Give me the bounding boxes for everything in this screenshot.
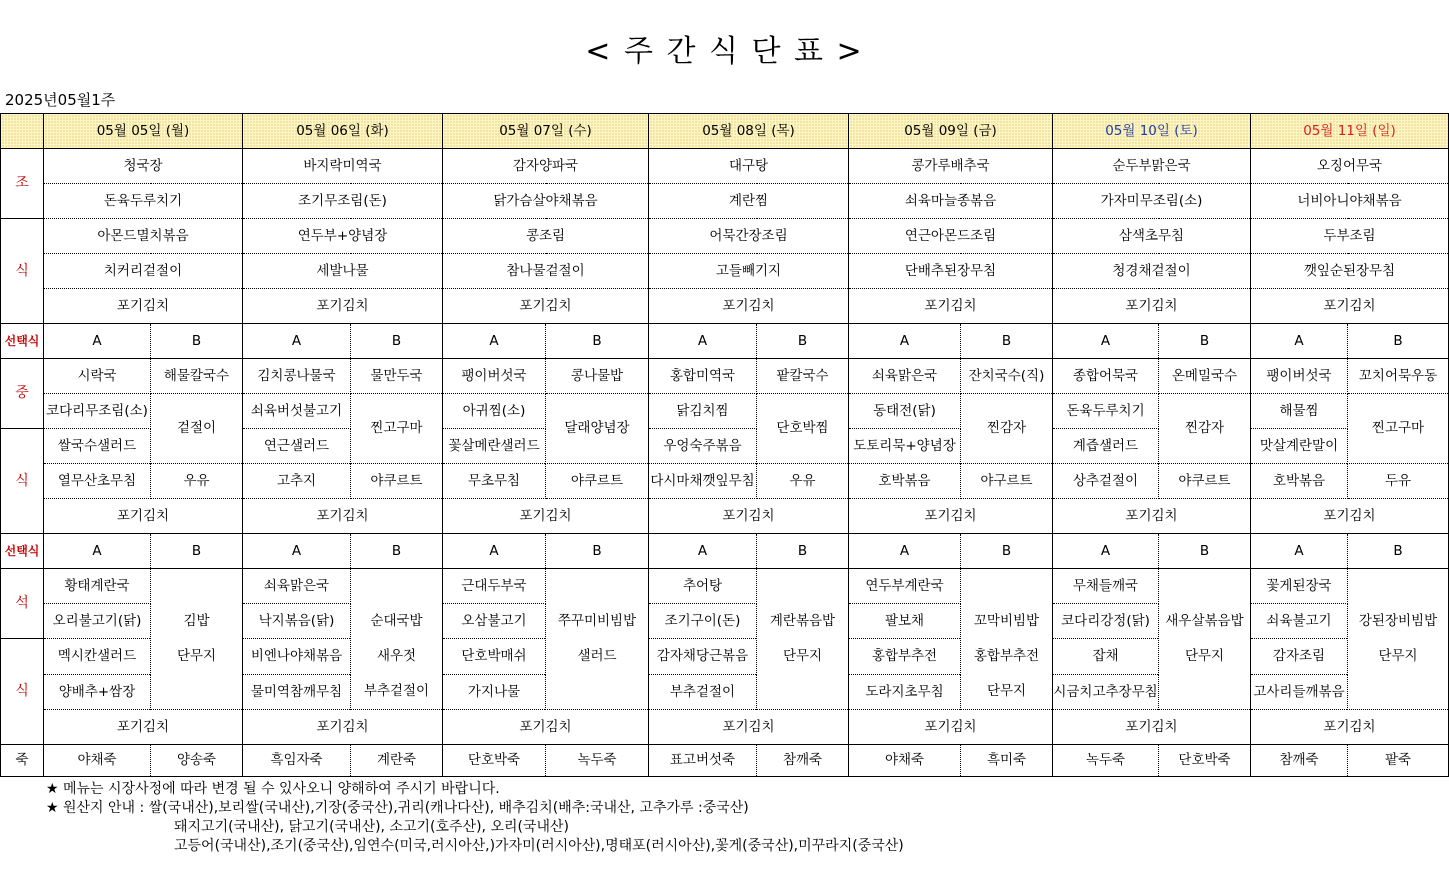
menu-cell: 코다리강정(닭) — [1053, 604, 1159, 639]
menu-cell-stack — [961, 569, 1053, 710]
select-label: 선택식 — [1, 534, 44, 569]
menu-cell: 단무지 — [176, 648, 217, 664]
breakfast-row — [1, 184, 1449, 219]
menu-cell: 아몬드멸치볶음 — [44, 219, 243, 254]
menu-cell: 감자채당근볶음 — [649, 639, 757, 675]
choice-b: B — [961, 324, 1053, 359]
menu-cell: 닭가슴살야채볶음 — [443, 184, 649, 219]
menu-cell: 너비아니야채볶음 — [1251, 184, 1449, 219]
menu-cell: 녹두죽 — [1053, 745, 1159, 777]
menu-cell: 야구르트 — [961, 464, 1053, 499]
menu-cell: 단호박매쉬 — [443, 639, 546, 675]
menu-cell: 흑임자죽 — [243, 745, 351, 777]
menu-cell: 시금치고추장무침 — [1053, 675, 1159, 710]
menu-cell: 오삼불고기 — [443, 604, 546, 639]
menu-cell: 감자조림 — [1251, 639, 1348, 675]
kimchi-cell: 포기김치 — [243, 499, 443, 534]
dinner-row — [1, 569, 1449, 604]
menu-cell: 세발나물 — [243, 254, 443, 289]
menu-cell: 팥칼국수 — [757, 359, 849, 394]
lunch-row — [1, 394, 1449, 429]
menu-cell-stack — [546, 569, 649, 710]
menu-cell: 열무산초무침 — [44, 464, 151, 499]
menu-cell-stack — [757, 569, 849, 710]
menu-cell: 쭈꾸미비빔밥 — [557, 613, 637, 629]
lunch-kimchi-row — [1, 499, 1449, 534]
choice-a: A — [649, 534, 757, 569]
menu-cell: 닭김치찜 — [649, 394, 757, 429]
kimchi-cell: 포기김치 — [649, 499, 849, 534]
origin-line: ★ 원산지 안내 : 쌀(국내산),보리쌀(국내산),기장(중국산),귀리(캐나다산), 배추김치(배추:국내산, 고추가루 :중국산) — [46, 800, 749, 816]
menu-cell: 도토리묵+양념장 — [849, 429, 961, 464]
menu-cell: 연두부계란국 — [849, 569, 961, 604]
page-title: < 주 간 식 단 표 > — [585, 34, 864, 69]
menu-cell: 홍합미역국 — [649, 359, 757, 394]
menu-cell: 김밥 — [183, 613, 210, 629]
choice-a: A — [1053, 324, 1159, 359]
menu-cell: 다시마채깻잎무침 — [649, 464, 757, 499]
choice-b: B — [1348, 534, 1449, 569]
menu-cell: 잔치국수(직) — [961, 359, 1053, 394]
choice-a: A — [443, 324, 546, 359]
menu-cell: 팽이버섯국 — [1251, 359, 1348, 394]
menu-cell: 종합어묵국 — [1053, 359, 1159, 394]
dinner-select-row — [1, 534, 1449, 569]
kimchi-cell: 포기김치 — [649, 710, 849, 745]
menu-cell: 쇠육맑은국 — [243, 569, 351, 604]
choice-b: B — [961, 534, 1053, 569]
kimchi-cell: 포기김치 — [1251, 710, 1449, 745]
breakfast-label: 식 — [1, 219, 44, 324]
week-label: 2025년05월1주 — [5, 91, 116, 109]
choice-a: A — [1251, 324, 1348, 359]
menu-cell: 순두부맑은국 — [1053, 149, 1251, 184]
day-header: 05월 09일 (금) — [849, 114, 1053, 149]
menu-cell: 두유 — [1348, 464, 1449, 499]
menu-cell: 쌀국수샐러드 — [44, 429, 151, 464]
lunch-label: 식 — [1, 429, 44, 534]
choice-b: B — [351, 534, 443, 569]
day-header: 05월 08일 (목) — [649, 114, 849, 149]
menu-cell: 해물찜 — [1251, 394, 1348, 429]
menu-cell: 야쿠르트 — [351, 464, 443, 499]
menu-cell: 치커리겉절이 — [44, 254, 243, 289]
kimchi-cell: 포기김치 — [849, 710, 1053, 745]
menu-cell: 낙지볶음(닭) — [243, 604, 351, 639]
menu-cell: 팽이버섯국 — [443, 359, 546, 394]
origin-line: 돼지고기(국내산), 닭고기(국내산), 소고기(호주산), 오리(국내산) — [174, 819, 569, 835]
menu-cell: 단무지 — [986, 683, 1027, 699]
menu-cell: 단무지 — [1378, 648, 1418, 664]
menu-cell: 흑미죽 — [961, 745, 1053, 777]
choice-b: B — [757, 324, 849, 359]
menu-cell: 황태계란국 — [44, 569, 151, 604]
kimchi-cell: 포기김치 — [849, 289, 1053, 324]
menu-cell: 야쿠르트 — [1159, 464, 1251, 499]
menu-cell: 온메밀국수 — [1159, 359, 1251, 394]
kimchi-cell: 포기김치 — [849, 499, 1053, 534]
choice-b: B — [1348, 324, 1449, 359]
menu-cell: 콩나물밥 — [546, 359, 649, 394]
choice-a: A — [443, 534, 546, 569]
menu-cell: 계즙샐러드 — [1053, 429, 1159, 464]
menu-cell: 우유 — [151, 464, 243, 499]
menu-cell: 아귀찜(소) — [443, 394, 546, 429]
menu-table — [0, 113, 1449, 777]
menu-cell: 바지락미역국 — [243, 149, 443, 184]
menu-cell: 멕시칸샐러드 — [44, 639, 151, 675]
menu-cell: 조기무조림(돈) — [243, 184, 443, 219]
menu-cell: 단배추된장무침 — [849, 254, 1053, 289]
kimchi-cell: 포기김치 — [443, 499, 649, 534]
menu-cell: 가자미무조림(소) — [1053, 184, 1251, 219]
menu-cell: 호박볶음 — [849, 464, 961, 499]
menu-cell: 고들빼기지 — [649, 254, 849, 289]
porridge-label: 죽 — [1, 745, 44, 777]
menu-cell: 깻잎순된장무침 — [1251, 254, 1449, 289]
menu-cell: 시락국 — [44, 359, 151, 394]
breakfast-row — [1, 289, 1449, 324]
kimchi-cell: 포기김치 — [1053, 289, 1251, 324]
menu-cell: 녹두죽 — [546, 745, 649, 777]
menu-cell: 단호박죽 — [1159, 745, 1251, 777]
lunch-row — [1, 359, 1449, 394]
day-header: 05월 05일 (월) — [44, 114, 243, 149]
menu-cell: 고사리들깨볶음 — [1251, 675, 1348, 710]
menu-cell: 꽃살메란샐러드 — [443, 429, 546, 464]
menu-cell: 연근아몬드조림 — [849, 219, 1053, 254]
menu-cell: 비엔나야채볶음 — [243, 639, 351, 675]
menu-cell: 홍합부추전 — [973, 648, 1040, 664]
menu-cell: 무채들깨국 — [1053, 569, 1159, 604]
kimchi-cell: 포기김치 — [243, 710, 443, 745]
select-label: 선택식 — [1, 324, 44, 359]
kimchi-cell: 포기김치 — [1251, 499, 1449, 534]
kimchi-cell: 포기김치 — [44, 289, 243, 324]
menu-cell-stack — [1348, 569, 1449, 710]
origin-line: 고등어(국내산),조기(중국산),임연수(미국,러시아산,)가자미(러시아산),명태포(러시아산),꽃게(중국산),미꾸라지(중국산) — [174, 838, 904, 854]
menu-cell: 쇠육불고기 — [1251, 604, 1348, 639]
breakfast-row — [1, 254, 1449, 289]
menu-cell: 찐고구마 — [351, 394, 443, 464]
menu-cell: 홍합부추전 — [849, 639, 961, 675]
menu-cell: 팥죽 — [1348, 745, 1449, 777]
menu-cell: 쇠육버섯불고기 — [243, 394, 351, 429]
choice-a: A — [1053, 534, 1159, 569]
menu-cell: 단무지 — [782, 648, 823, 664]
menu-cell: 고추지 — [243, 464, 351, 499]
menu-cell: 계란찜 — [649, 184, 849, 219]
menu-cell: 참나물겉절이 — [443, 254, 649, 289]
menu-cell: 부추겉절이 — [363, 683, 430, 699]
menu-cell: 단호박죽 — [443, 745, 546, 777]
menu-cell: 찐감자 — [1159, 394, 1251, 464]
menu-cell: 계란죽 — [351, 745, 443, 777]
menu-cell: 청국장 — [44, 149, 243, 184]
menu-cell: 조기구이(돈) — [649, 604, 757, 639]
menu-cell: 두부조림 — [1251, 219, 1449, 254]
menu-cell: 달래양념장 — [546, 394, 649, 464]
choice-a: A — [243, 324, 351, 359]
choice-b: B — [546, 324, 649, 359]
menu-cell: 돈육두루치기 — [44, 184, 243, 219]
menu-cell: 연두부+양념장 — [243, 219, 443, 254]
menu-cell: 꼬치어묵우동 — [1348, 359, 1449, 394]
menu-cell: 양송죽 — [151, 745, 243, 777]
kimchi-cell: 포기김치 — [44, 499, 243, 534]
kimchi-cell: 포기김치 — [243, 289, 443, 324]
menu-cell: 꼬막비빔밥 — [973, 613, 1040, 629]
menu-cell-stack — [351, 569, 443, 710]
lunch-select-row — [1, 324, 1449, 359]
menu-cell: 동태전(닭) — [849, 394, 961, 429]
menu-cell: 어묵간장조림 — [649, 219, 849, 254]
menu-cell: 콩조림 — [443, 219, 649, 254]
menu-cell: 단호박찜 — [757, 394, 849, 464]
day-header-sunday: 05월 11일 (일) — [1251, 114, 1449, 149]
menu-cell: 부추겉절이 — [649, 675, 757, 710]
menu-cell: 오리불고기(닭) — [44, 604, 151, 639]
kimchi-cell: 포기김치 — [443, 710, 649, 745]
menu-cell: 야채죽 — [849, 745, 961, 777]
menu-cell: 근대두부국 — [443, 569, 546, 604]
menu-cell: 계란볶음밥 — [769, 613, 836, 629]
menu-cell: 콩가루배추국 — [849, 149, 1053, 184]
breakfast-row — [1, 149, 1449, 184]
menu-cell: 우유 — [757, 464, 849, 499]
lunch-label: 중 — [1, 359, 44, 429]
day-header-row — [1, 114, 1449, 149]
dinner-kimchi-row — [1, 710, 1449, 745]
dinner-label: 식 — [1, 639, 44, 745]
choice-a: A — [44, 324, 151, 359]
choice-b: B — [546, 534, 649, 569]
menu-cell: 찐감자 — [961, 394, 1053, 464]
choice-b: B — [1159, 324, 1251, 359]
menu-cell: 물미역참깨무침 — [243, 675, 351, 710]
porridge-row — [1, 745, 1449, 777]
choice-b: B — [351, 324, 443, 359]
choice-a: A — [1251, 534, 1348, 569]
menu-cell: 꽃게된장국 — [1251, 569, 1348, 604]
menu-cell: 김치콩나물국 — [243, 359, 351, 394]
menu-cell: 물만두국 — [351, 359, 443, 394]
menu-cell: 단무지 — [1184, 648, 1225, 664]
menu-cell: 코다리무조림(소) — [44, 394, 151, 429]
kimchi-cell: 포기김치 — [443, 289, 649, 324]
kimchi-cell: 포기김치 — [1053, 710, 1251, 745]
choice-b: B — [1159, 534, 1251, 569]
day-header: 05월 07일 (수) — [443, 114, 649, 149]
menu-cell: 쇠육마늘종볶음 — [849, 184, 1053, 219]
menu-cell-stack — [151, 569, 243, 710]
choice-a: A — [849, 324, 961, 359]
menu-cell: 강된장비빔밥 — [1358, 613, 1438, 629]
corner-cell — [1, 114, 44, 149]
menu-cell: 참깨죽 — [757, 745, 849, 777]
choice-b: B — [151, 324, 243, 359]
kimchi-cell: 포기김치 — [649, 289, 849, 324]
breakfast-row — [1, 219, 1449, 254]
kimchi-cell: 포기김치 — [44, 710, 243, 745]
day-header-saturday: 05월 10일 (토) — [1053, 114, 1251, 149]
menu-cell: 맛살계란말이 — [1251, 429, 1348, 464]
menu-cell: 야쿠르트 — [546, 464, 649, 499]
menu-cell: 팔보채 — [849, 604, 961, 639]
lunch-row — [1, 464, 1449, 499]
menu-cell: 삼색초무침 — [1053, 219, 1251, 254]
menu-cell: 양배추+쌈장 — [44, 675, 151, 710]
notes — [46, 780, 904, 856]
menu-cell: 무초무침 — [443, 464, 546, 499]
menu-cell: 추어탕 — [649, 569, 757, 604]
menu-cell: 도라지초무침 — [849, 675, 961, 710]
menu-cell: 호박볶음 — [1251, 464, 1348, 499]
menu-cell: 감자양파국 — [443, 149, 649, 184]
choice-a: A — [849, 534, 961, 569]
choice-a: A — [243, 534, 351, 569]
menu-cell-stack — [1159, 569, 1251, 710]
menu-cell: 표고버섯죽 — [649, 745, 757, 777]
choice-a: A — [649, 324, 757, 359]
menu-cell: 가지나물 — [443, 675, 546, 710]
notice-line: ★ 메뉴는 시장사정에 따라 변경 될 수 있사오니 양해하여 주시기 바랍니다. — [46, 781, 500, 797]
menu-cell: 오징어무국 — [1251, 149, 1449, 184]
dinner-label: 석 — [1, 569, 44, 639]
menu-cell: 쇠육맑은국 — [849, 359, 961, 394]
menu-cell: 샐러드 — [577, 648, 617, 664]
menu-cell: 야채죽 — [44, 745, 151, 777]
kimchi-cell: 포기김치 — [1251, 289, 1449, 324]
menu-cell: 돈육두루치기 — [1053, 394, 1159, 429]
menu-cell: 청경채겉절이 — [1053, 254, 1251, 289]
menu-cell: 잡채 — [1053, 639, 1159, 675]
menu-cell: 겉절이 — [151, 394, 243, 464]
menu-cell: 새우살볶음밥 — [1165, 613, 1244, 629]
breakfast-label: 조 — [1, 149, 44, 219]
kimchi-cell: 포기김치 — [1053, 499, 1251, 534]
menu-cell: 상추겉절이 — [1053, 464, 1159, 499]
menu-cell: 대구탕 — [649, 149, 849, 184]
menu-cell: 해물칼국수 — [151, 359, 243, 394]
menu-cell: 우엉숙주볶음 — [649, 429, 757, 464]
menu-cell: 순대국밥 — [370, 613, 423, 629]
menu-cell: 찐고구마 — [1348, 394, 1449, 464]
choice-b: B — [151, 534, 243, 569]
choice-b: B — [757, 534, 849, 569]
choice-a: A — [44, 534, 151, 569]
menu-cell: 연근샐러드 — [243, 429, 351, 464]
menu-cell: 새우젓 — [376, 648, 417, 664]
day-header: 05월 06일 (화) — [243, 114, 443, 149]
menu-cell: 참깨죽 — [1251, 745, 1348, 777]
